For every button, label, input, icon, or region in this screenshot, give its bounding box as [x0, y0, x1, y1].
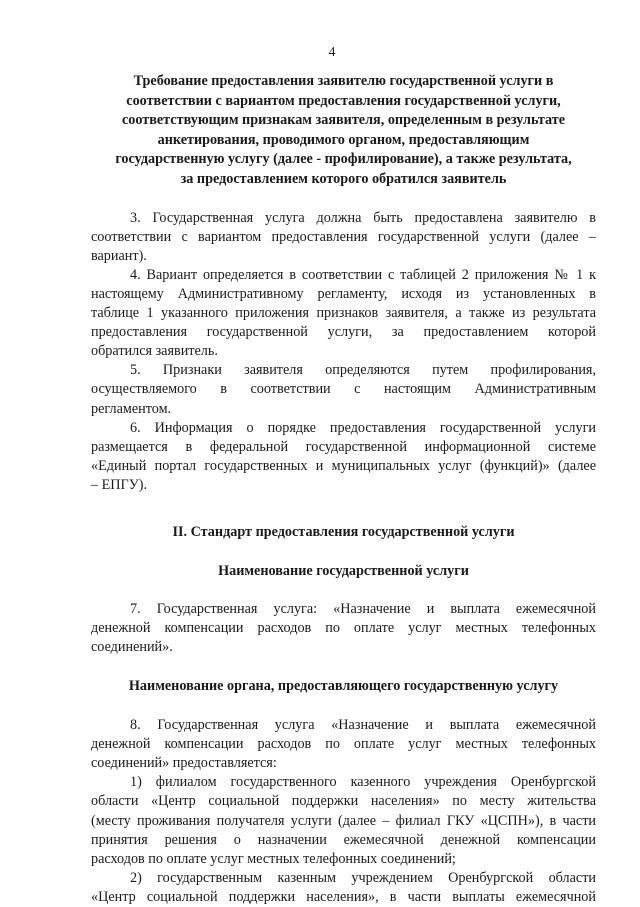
- paragraph-line: соединений» предоставляется:: [91, 755, 277, 772]
- paragraph-line: расходов по оплате услуг местных телефонных соединений;: [91, 850, 456, 867]
- paragraph-7: [91, 600, 596, 657]
- paragraph-line: 2) государственным казенным учреждением Оренбургской области: [130, 869, 596, 886]
- paragraph-line: соединений».: [91, 639, 173, 656]
- paragraph-line: 8. Государственная услуга «Назначение и выплата ежемесячной: [130, 717, 596, 734]
- subsection-organ-title: Наименование органа, предоставляющего государственную услугу: [128, 678, 559, 695]
- paragraph-line: «Единый портал государственных и муниципальных услуг (функций)» (далее: [91, 457, 596, 474]
- page-number: 4: [328, 44, 336, 59]
- paragraph-line: регламентом.: [91, 400, 172, 417]
- heading-line: государственную услугу (далее - профилирование), а также результата,: [115, 151, 572, 168]
- paragraph-line: 5. Признаки заявителя определяются путем профилирования,: [130, 362, 596, 379]
- paragraph-line: 3. Государственная услуга должна быть предоставлена заявителю в: [130, 209, 596, 226]
- paragraph-line: осуществляемого в соответствии с настоящим Административным: [91, 381, 596, 398]
- paragraph-4: [91, 266, 596, 361]
- paragraph-line: вариант).: [91, 247, 147, 264]
- paragraph-line: обратился заявитель.: [91, 343, 218, 360]
- paragraph-line: настоящему Административному регламенту, исходя из установленных в: [91, 285, 596, 302]
- paragraph-5: [91, 361, 596, 418]
- paragraph-line: денежной компенсации расходов по оплате услуг местных телефонных: [91, 620, 596, 637]
- paragraph-line: соответствии с вариантом предоставления государственной услуги (далее –: [91, 228, 596, 245]
- paragraph-line: размещается в федеральной государственной информационной системе: [91, 438, 596, 455]
- paragraph-line: – ЕПГУ).: [91, 476, 148, 493]
- paragraph-6: [91, 419, 596, 495]
- paragraph-line: 4. Вариант определяется в соответствии с таблицей 2 приложения № 1 к: [130, 266, 596, 283]
- page-content: [91, 72, 596, 907]
- paragraph-line: предоставления государственной услуги, за предоставлением которой: [91, 324, 596, 341]
- paragraph-line: «Центр социальной поддержки населения», в части выплаты ежемесячной: [91, 888, 596, 905]
- paragraph-line: 6. Информация о порядке предоставления государственной услуги: [130, 419, 596, 436]
- list-item-2: [91, 869, 596, 907]
- section-ii-title: II. Стандарт предоставления государственной услуги: [172, 523, 515, 540]
- heading-line: соответствующим признакам заявителя, определенным в результате: [121, 112, 566, 129]
- paragraph-line: денежной компенсации расходов по оплате услуг местных телефонных: [91, 736, 596, 753]
- section-heading-requirements: [91, 72, 596, 190]
- heading-line: за предоставлением которого обратился заявитель: [180, 170, 507, 187]
- paragraph-line: таблице 1 указанного приложения признаков заявителя, а также из результата: [91, 305, 596, 322]
- paragraph-line: области «Центр социальной поддержки населения» по месту жительства: [91, 793, 596, 810]
- paragraph-line: 7. Государственная услуга: «Назначение и выплата ежемесячной: [130, 601, 596, 618]
- paragraph-line: (месту проживания получателя услуги (далее – филиал ГКУ «ЦСПН»), в части: [91, 812, 596, 829]
- subsection-service-name-title: Наименование государственной услуги: [218, 562, 469, 579]
- heading-line: соответствии с вариантом предоставления государственной услуги,: [126, 92, 561, 109]
- paragraph-8: [91, 716, 596, 773]
- list-item-1: [91, 773, 596, 868]
- heading-line: анкетирования, проводимого органом, предоставляющим: [157, 131, 530, 148]
- heading-line: Требование предоставления заявителю государственной услуги в: [133, 73, 554, 89]
- paragraph-line: 1) филиалом государственного казенного учреждения Оренбургской: [130, 774, 596, 791]
- paragraph-3: [91, 209, 596, 266]
- paragraph-line: принятия решения о назначении ежемесячной денежной компенсации: [91, 831, 596, 848]
